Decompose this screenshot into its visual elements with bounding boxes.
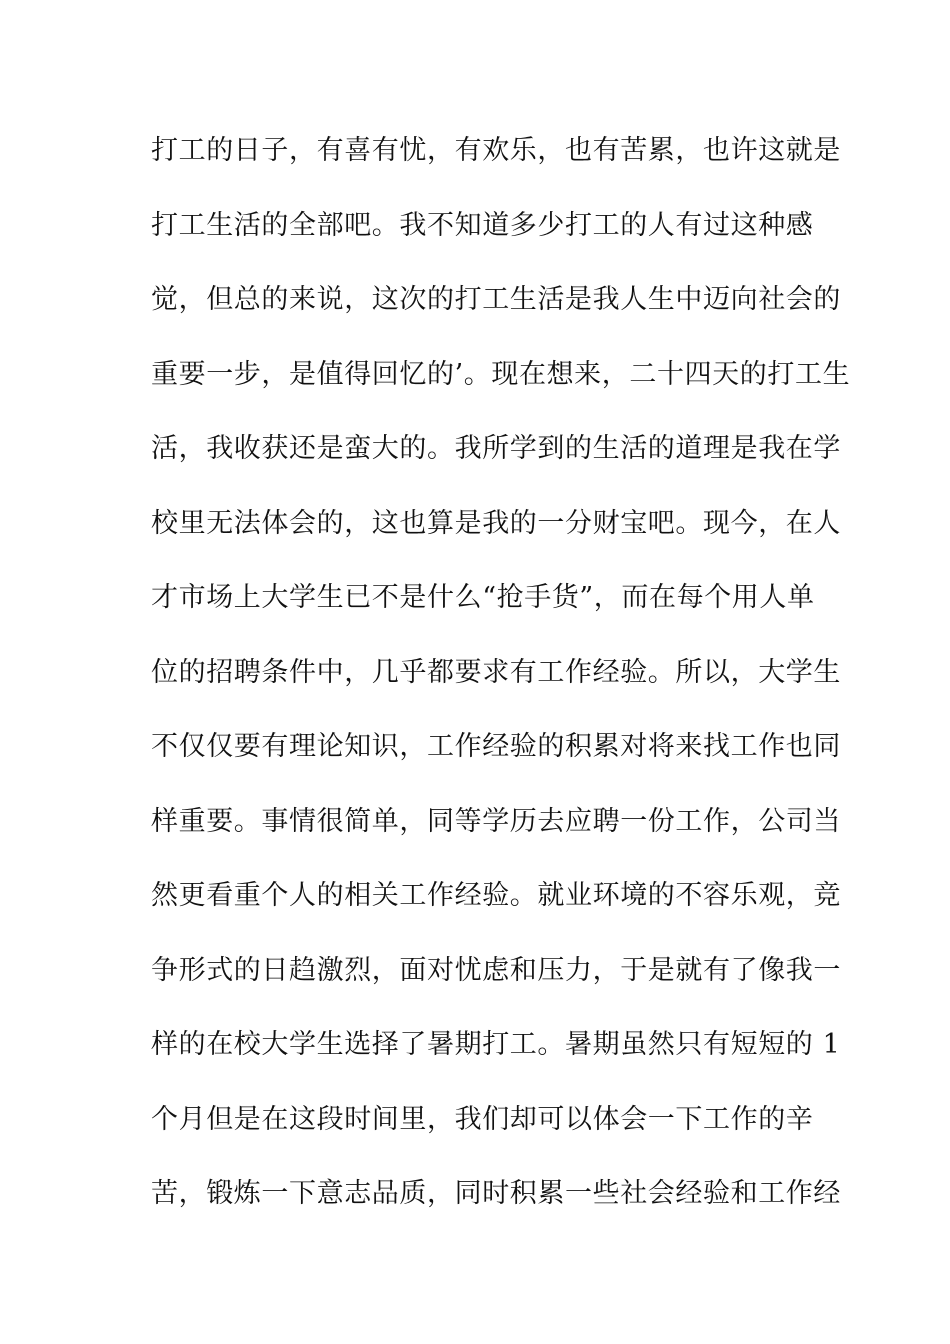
text-line-6: 校里无法体会的，这也算是我的一分财宝吧。现今，在人 <box>151 507 841 539</box>
text-line-3: 觉，但总的来说，这次的打工生活是我人生中迈向社会的 <box>151 284 841 315</box>
text-line-14: 个月但是在这段时间里，我们却可以体会一下工作的辛 <box>151 1103 814 1135</box>
body-text <box>151 126 851 1244</box>
text-line-13: 样的在校大学生选择了暑期打工。暑期虽然只有短短的 1 <box>151 1029 841 1060</box>
text-line-2: 打工生活的全部吧。我不知道多少打工的人有过这种感 <box>151 209 814 241</box>
text-line-12: 争形式的日趋激烈，面对忧虑和压力，于是就有了像我一 <box>151 954 841 986</box>
text-line-9: 不仅仅要有理论知识，工作经验的积累对将来找工作也同 <box>151 731 841 762</box>
text-line-4: 重要一步，是值得回忆的’。现在想来，二十四天的打工生 <box>151 358 851 390</box>
text-line-15: 苦，锻炼一下意志品质，同时积累一些社会经验和工作经 <box>151 1178 841 1209</box>
text-line-1: 打工的日子，有喜有忧，有欢乐，也有苦累，也许这就是 <box>151 135 841 166</box>
text-line-11: 然更看重个人的相关工作经验。就业环境的不容乐观，竞 <box>151 880 841 911</box>
text-line-10: 样重要。事情很简单，同等学历去应聘一份工作，公司当 <box>151 805 841 837</box>
text-line-7: 才市场上大学生已不是什么“抢手货”，而在每个用人单 <box>151 582 815 613</box>
text-line-5: 活，我收获还是蛮大的。我所学到的生活的道理是我在学 <box>151 433 841 464</box>
text-line-8: 位的招聘条件中，几乎都要求有工作经验。所以，大学生 <box>151 656 841 688</box>
